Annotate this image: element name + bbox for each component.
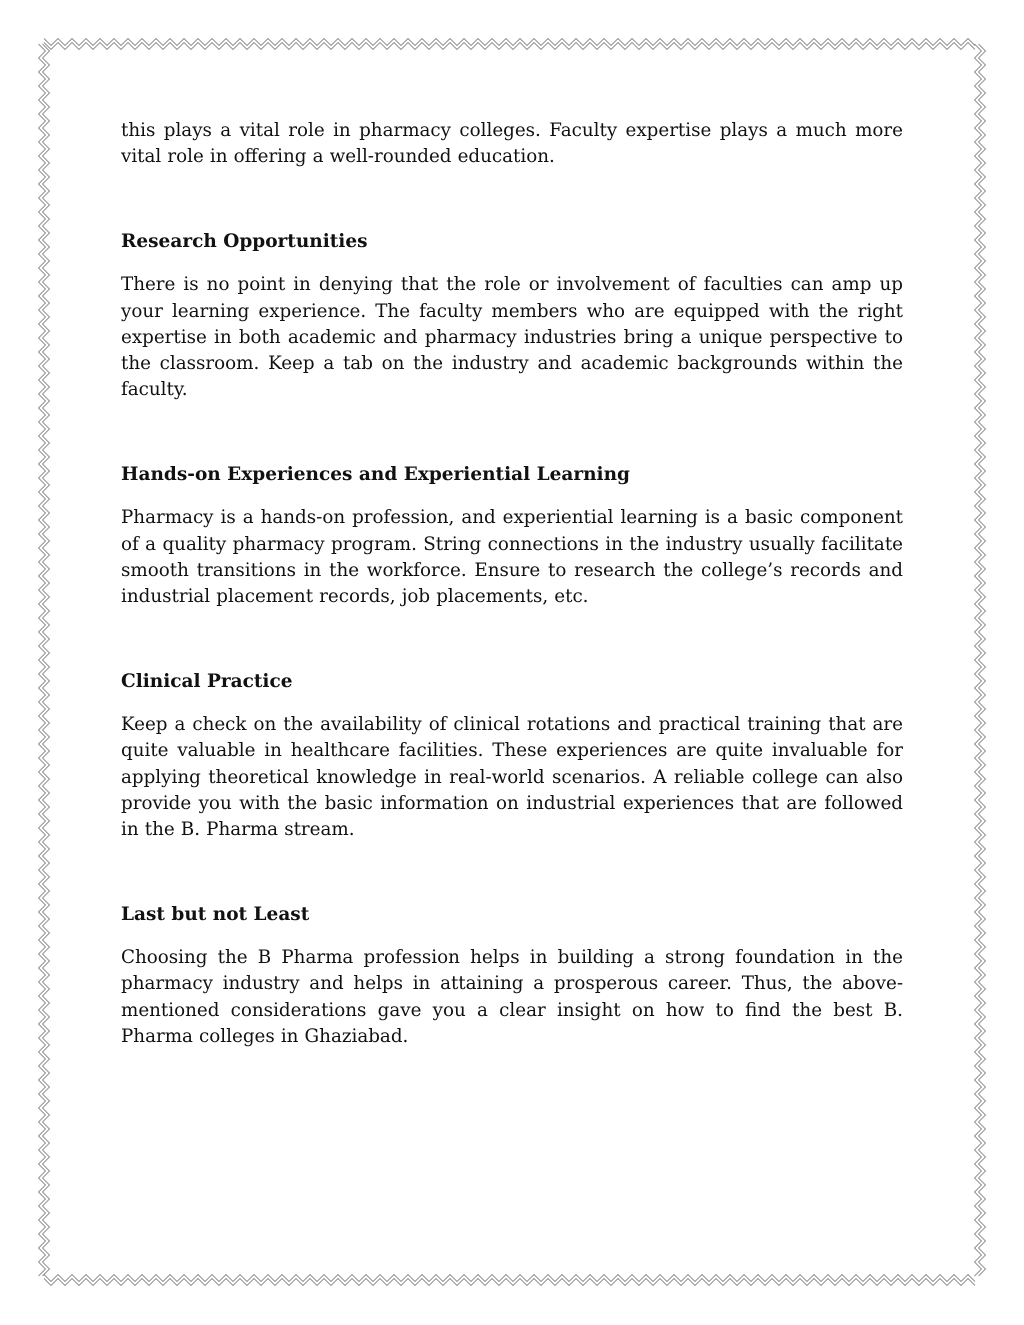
border-bottom-chain — [44, 1279, 975, 1286]
border-top-chain — [44, 39, 975, 46]
heading-hands-on-experiences: Hands-on Experiences and Experiential Learning — [121, 464, 630, 486]
intro-paragraph: this plays a vital role in pharmacy colleges. Faculty expertise plays a much more vital role in offering a well-rounded education. — [121, 120, 903, 168]
heading-clinical-practice: Clinical Practice — [121, 671, 293, 693]
border-left-chain — [43, 44, 50, 1276]
heading-research-opportunities: Research Opportunities — [121, 231, 368, 253]
paragraph-clinical-practice: Keep a check on the availability of clinical rotations and practical training that are quite valuable in healthcare facilities. These experiences are quite invaluable for applying theoretical knowledge in real-world scenarios. A reliable college can also provide you with the basic information on industrial experiences that are followed in the B. Pharma stream. — [121, 714, 903, 841]
heading-last-but-not-least: Last but not Least — [121, 904, 310, 926]
document-body — [121, 118, 903, 1050]
border-right-chain — [975, 44, 982, 1276]
paragraph-hands-on-experiences: Pharmacy is a hands-on profession, and experiential learning is a basic component of a quality pharmacy program. String connections in the industry usually facilitate smooth transitions in the workforce. Ensure to research the college’s records and industrial placement records, job placements, etc. — [121, 507, 903, 608]
border-right-chain — [979, 44, 986, 1276]
paragraph-research-opportunities: There is no point in denying that the role or involvement of faculties can amp up your learning experience. The faculty members who are equipped with the right expertise in both academic and pharmacy industries bring a unique perspective to the classroom. Keep a tab on the industry and academic backgrounds within the faculty. — [121, 274, 903, 401]
paragraph-last-but-not-least: Choosing the B Pharma profession helps in building a strong foundation in the pharmacy industry and helps in attaining a prosperous career. Thus, the above-mentioned considerations gave you a clear insight on how to find the best B. Pharma colleges in Ghaziabad. — [121, 947, 903, 1047]
border-bottom-chain — [44, 1275, 975, 1282]
border-top-chain — [44, 43, 975, 50]
border-left-chain — [39, 44, 46, 1276]
